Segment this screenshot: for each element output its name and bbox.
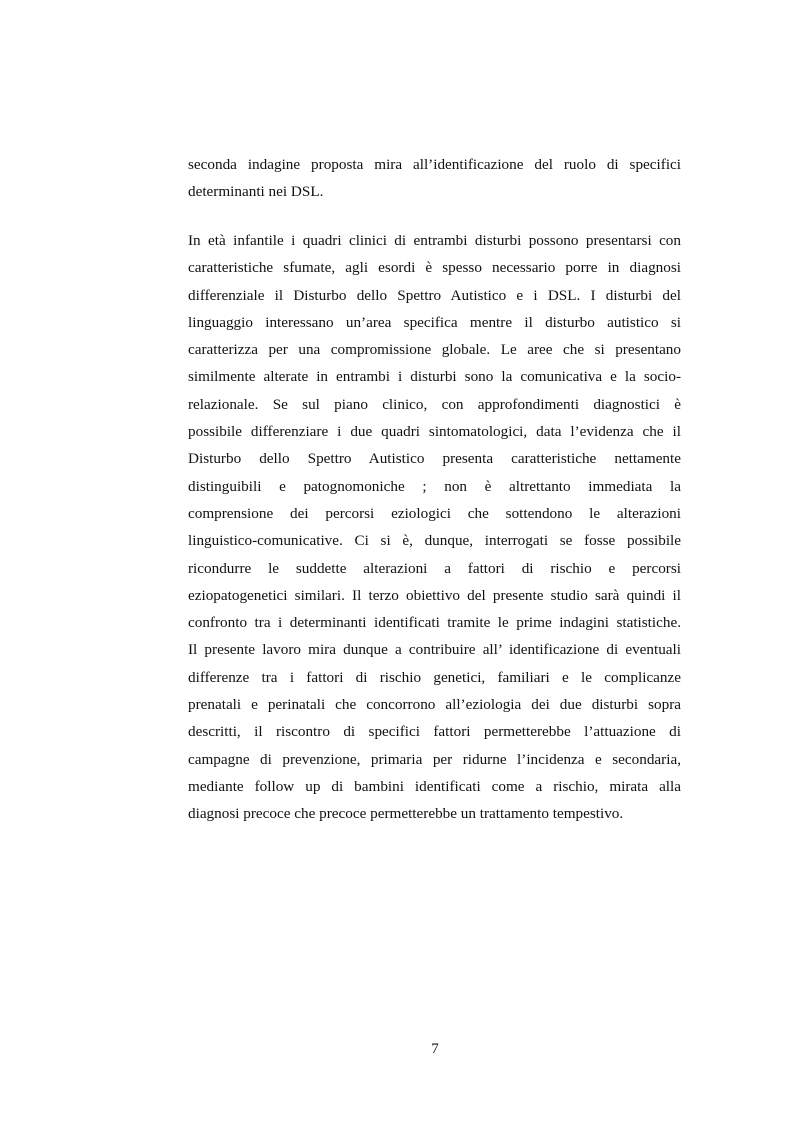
text-line: similmente alterate in entrambi i disturbi sono la comunicativa e la socio- [188, 368, 681, 386]
text-line: seconda indagine proposta mira all’identificazione del ruolo di specifici [188, 156, 681, 173]
text-line: Disturbo dello Spettro Autistico presenta caratteristiche nettamente [188, 450, 681, 468]
text-line: diagnosi precoce che precoce permetterebbe un trattamento tempestivo. [188, 805, 624, 823]
text-line: confronto tra i determinanti identificati tramite le prime indagini statistiche. [188, 614, 681, 632]
text-line: caratteristiche sfumate, agli esordi è spesso necessario porre in diagnosi [188, 259, 681, 277]
text-line: relazionale. Se sul piano clinico, con approfondimenti diagnostici è [188, 395, 681, 413]
text-line: Il presente lavoro mira dunque a contribuire all’ identificazione di eventuali [188, 641, 681, 659]
text-line: differenze tra i fattori di rischio genetici, familiari e le complicanze [188, 668, 681, 686]
page-number: 7 [431, 1041, 439, 1057]
text-line: caratterizza per una compromissione globale. Le aree che si presentano [188, 341, 681, 359]
text-line: distinguibili e patognomoniche ; non è altrettanto immediata la [188, 477, 681, 495]
text-line: campagne di prevenzione, primaria per ridurne l’incidenza e secondaria, [188, 750, 681, 768]
text-line: descritti, il riscontro di specifici fattori permetterebbe l’attuazione di [188, 723, 681, 741]
text-line: mediante follow up di bambini identificati come a rischio, mirata alla [188, 777, 681, 795]
text-line: possibile differenziare i due quadri sintomatologici, data l’evidenza che il [188, 423, 681, 441]
text-line: eziopatogenetici similari. Il terzo obiettivo del presente studio sarà quindi il [188, 586, 681, 604]
paragraph-2 [188, 227, 681, 828]
text-line: prenatali e perinatali che concorrono all’eziologia dei due disturbi sopra [188, 696, 681, 714]
text-line: linguistico-comunicative. Ci si è, dunque, interrogati se fosse possibile [188, 532, 681, 550]
paragraph-1 [188, 151, 681, 206]
text-line: differenziale il Disturbo dello Spettro Autistico e i DSL. I disturbi del [188, 286, 681, 304]
text-line: comprensione dei percorsi eziologici che sottendono le alterazioni [188, 504, 681, 522]
text-line: In età infantile i quadri clinici di entrambi disturbi possono presentarsi con [188, 232, 681, 249]
text-line: linguaggio interessano un’area specifica mentre il disturbo autistico si [188, 313, 681, 331]
text-line: determinanti nei DSL. [188, 183, 324, 201]
text-line: ricondurre le suddette alterazioni a fattori di rischio e percorsi [188, 559, 681, 577]
